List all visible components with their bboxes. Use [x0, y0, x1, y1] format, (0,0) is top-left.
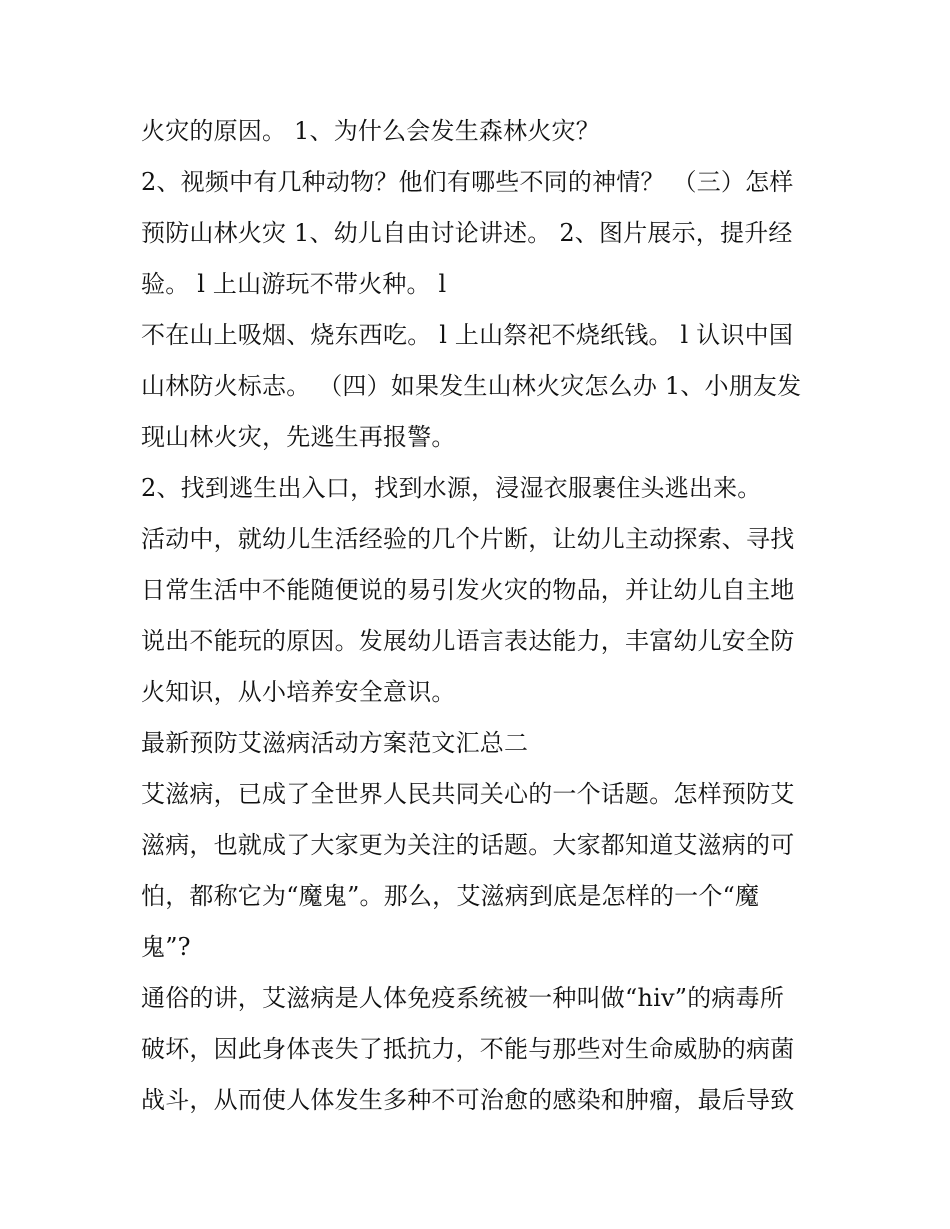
text-line: 破坏，因此身体丧失了抵抗力，不能与那些对生命威胁的病菌	[141, 1035, 795, 1063]
text-line: 滋病，也就成了大家更为关注的话题。大家都知道艾滋病的可	[141, 831, 795, 859]
text-line: 通俗的讲，艾滋病是人体免疫系统被一种叫做“hiv”的病毒所	[141, 984, 785, 1012]
text-line: 鬼”?	[141, 933, 191, 961]
text-line: 日常生活中不能随便说的易引发火灾的物品，并让幼儿自主地	[141, 576, 795, 604]
text-line: 活动中，就幼儿生活经验的几个片断，让幼儿主动探索、寻找	[141, 525, 795, 553]
text-line: 2、找到逃生出入口，找到水源，浸湿衣服裹住头逃出来。	[141, 474, 762, 502]
text-line: 山林防火标志。 （四）如果发生山林火灾怎么办 1、小朋友发	[141, 372, 802, 400]
text-line: 现山林火灾，先逃生再报警。	[141, 423, 456, 451]
text-line: 验。 l 上山游玩不带火种。 l	[141, 270, 447, 298]
text-line: 艾滋病，已成了全世界人民共同关心的一个话题。怎样预防艾	[141, 780, 795, 808]
text-line: 战斗，从而使人体发生多种不可治愈的感染和肿瘤，最后导致	[141, 1086, 795, 1114]
text-line: 怕，都称它为“魔鬼”。那么，艾滋病到底是怎样的一个“魔	[141, 882, 760, 910]
text-line: 火知识，从小培养安全意识。	[141, 678, 456, 706]
document-body	[141, 106, 821, 1126]
text-line: 火灾的原因。 1、为什么会发生森林火灾？	[141, 117, 600, 145]
text-line: 说出不能玩的原因。发展幼儿语言表达能力，丰富幼儿安全防	[141, 627, 795, 655]
text-line: 预防山林火灾 1、幼儿自由讨论讲述。 2、图片展示，提升经	[141, 219, 793, 247]
text-line: 不在山上吸烟、烧东西吃。 l 上山祭祀不烧纸钱。 l 认识中国	[141, 321, 794, 349]
text-line: 2、视频中有几种动物？他们有哪些不同的神情？ （三）怎样	[141, 168, 794, 196]
section-heading: 最新预防艾滋病活动方案范文汇总二	[141, 729, 529, 757]
